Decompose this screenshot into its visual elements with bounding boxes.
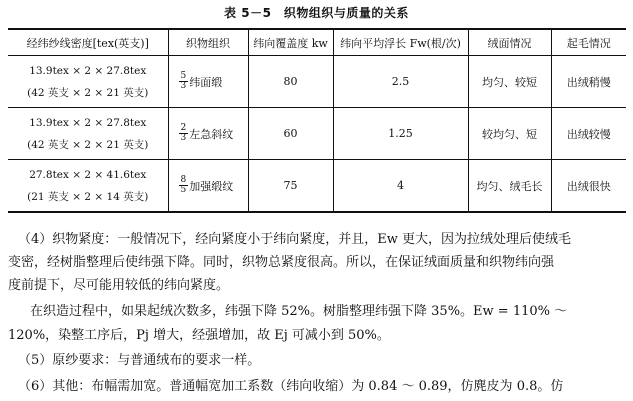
header-float-length: 纬向平均浮长 Fw(根/次): [333, 29, 468, 56]
raising-cell: 出绒较慢: [551, 108, 626, 160]
pile-cell: 均匀、较短: [468, 56, 551, 108]
header-raising-condition: 起毛情况: [551, 29, 626, 56]
yarn-english: (42 英支 × 2 × 21 英支): [27, 86, 149, 99]
coverage-cell: 60: [248, 108, 333, 160]
coverage-cell: 80: [248, 56, 333, 108]
float-cell: 1.25: [333, 108, 468, 160]
weave-fraction: $\frac{5}{3}$: [180, 71, 187, 91]
weave-name: 纬面缎: [189, 75, 223, 89]
paragraph-line: 度前提下，尽可能用较低的纬向紧度。: [8, 278, 230, 293]
paragraph-line: （6）其他：布幅需加宽。普通幅宽加工系数（纬向收缩）为 0.84 ～ 0.89，仿麂皮为 0.8。仿: [18, 379, 564, 394]
paragraph-line: 120%，染整工序后，Pj 增大，经强增加，故 Ej 可减小到 50%。: [8, 328, 390, 343]
weave-quality-table: [8, 28, 626, 213]
table-row: [8, 108, 626, 160]
paragraph-line: （4）织物紧度：一般情况下，经向紧度小于纬向紧度，并且，Ew 更大，因为拉绒处理后使绒毛: [18, 232, 572, 247]
yarn-tex: 27.8tex × 2 × 41.6tex: [29, 168, 147, 181]
yarn-english: (42 英支 × 2 × 21 英支): [27, 138, 149, 151]
table-row: [8, 160, 626, 213]
pile-cell: 较均匀、短: [468, 108, 551, 160]
paragraph-line: （5）原纱要求：与普通绒布的要求一样。: [18, 353, 261, 368]
yarn-tex: 13.9tex × 2 × 27.8tex: [29, 64, 147, 77]
weave-cell: [168, 56, 248, 108]
weave-name: 左急斜纹: [189, 127, 234, 141]
weave-name: 加强缎纹: [189, 179, 234, 193]
header-yarn-density: 经纬纱线密度[tex(英支)]: [8, 29, 168, 56]
yarn-tex: 13.9tex × 2 × 27.8tex: [29, 116, 147, 129]
float-cell: 4: [333, 160, 468, 213]
table-caption: 表 5－5 织物组织与质量的关系: [224, 6, 409, 20]
weave-cell: [168, 108, 248, 160]
pile-cell: 均匀、绒毛长: [468, 160, 551, 213]
paragraph-line: 在织造过程中，如果起绒次数多，纬强下降 52%。树脂整理纬强下降 35%。Ew = 110% ～: [30, 304, 568, 319]
coverage-cell: 75: [248, 160, 333, 213]
weave-fraction: $\frac{8}{5}$: [180, 175, 187, 195]
yarn-cell: [8, 56, 168, 108]
header-pile-condition: 绒面情况: [468, 29, 551, 56]
table-row: [8, 56, 626, 108]
yarn-cell: [8, 160, 168, 213]
header-coverage: 纬向覆盖度 kw: [248, 29, 333, 56]
raising-cell: 出绒稍慢: [551, 56, 626, 108]
header-weave: 织物组织: [168, 29, 248, 56]
raising-cell: 出绒很快: [551, 160, 626, 213]
yarn-cell: [8, 108, 168, 160]
weave-fraction: $\frac{2}{3}$: [180, 123, 187, 143]
float-cell: 2.5: [333, 56, 468, 108]
weave-cell: [168, 160, 248, 213]
yarn-english: (21 英支 × 2 × 14 英支): [27, 190, 149, 203]
table-header-row: [8, 29, 626, 56]
paragraph-line: 变密，经树脂整理后使纬强下降。同时，织物总紧度很高。所以，在保证绒面质量和织物纬向强: [8, 255, 555, 270]
